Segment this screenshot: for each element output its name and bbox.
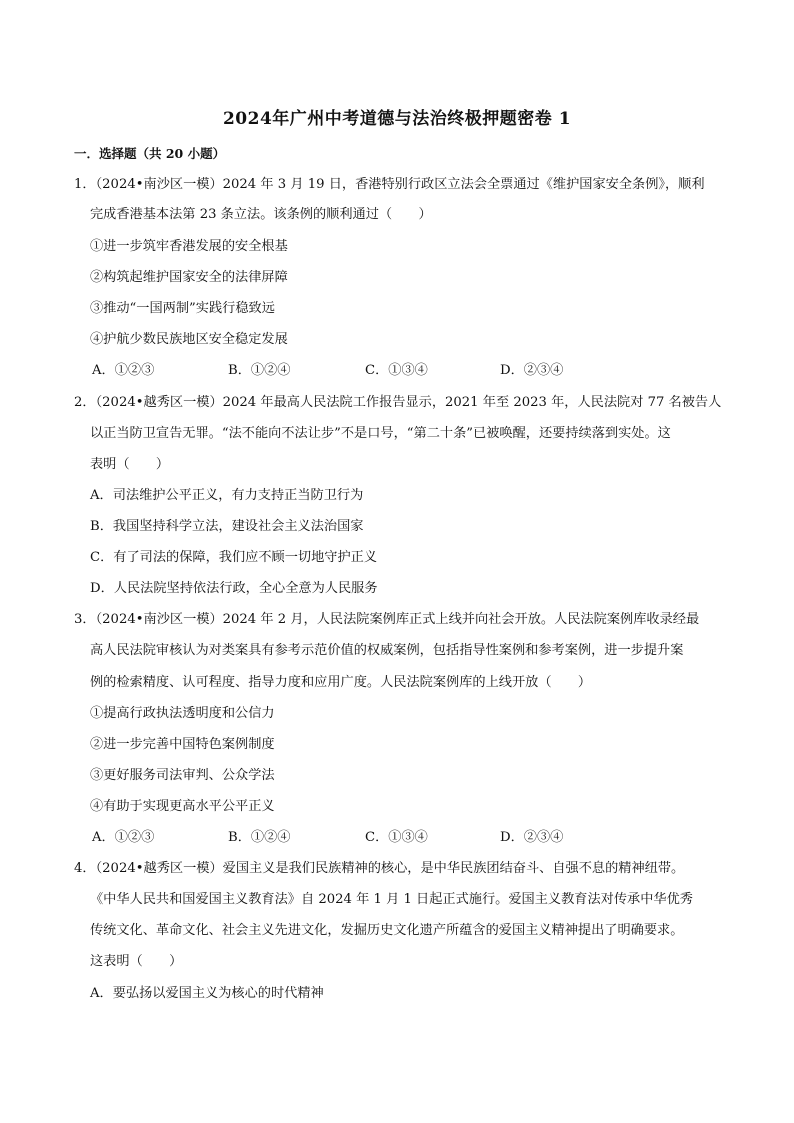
question-1-line-2: 完成香港基本法第 23 条立法。该条例的顺利通过（ ） — [90, 207, 432, 222]
question-3-option-b: B．①②④ — [228, 830, 291, 845]
question-3-line-1: 3．（2024•南沙区一模）2024 年 2 月，人民法院案例库正式上线并向社会开放。人民法院案例库收录经最 — [74, 612, 700, 627]
question-1-statement-4: ④护航少数民族地区安全稳定发展 — [90, 332, 288, 347]
question-3-option-a: A．①②③ — [92, 830, 155, 845]
question-2-line-1: 2．（2024•越秀区一模）2024 年最高人民法院工作报告显示，2021 年至 2023 年，人民法院对 77 名被告人 — [74, 395, 722, 410]
question-1-statement-3: ③推动“一国两制”实践行稳致远 — [90, 301, 275, 316]
question-4-choice-a: A．要弘扬以爱国主义为核心的时代精神 — [90, 986, 324, 1001]
question-3-line-3: 例的检索精度、认可程度、指导力度和应用广度。人民法院案例库的上线开放（ ） — [90, 675, 592, 690]
question-3-statement-3: ③更好服务司法审判、公众学法 — [90, 768, 275, 783]
question-2-line-2: 以正当防卫宣告无罪。“法不能向不法让步”不是口号，“第二十条”已被唤醒，还要持续落到实处。这 — [90, 426, 671, 441]
question-3-statement-1: ①提高行政执法透明度和公信力 — [90, 706, 275, 721]
question-1-option-c: C．①③④ — [365, 363, 428, 378]
question-4-line-1: 4．（2024•越秀区一模）爱国主义是我们民族精神的核心，是中华民族团结奋斗、自强不息的精神纽带。 — [74, 861, 685, 876]
question-1-line-1: 1．（2024•南沙区一模）2024 年 3 月 19 日，香港特别行政区立法会全票通过《维护国家安全条例》，顺利 — [74, 177, 705, 192]
question-2-choice-c: C．有了司法的保障，我们应不顾一切地守护正义 — [90, 550, 378, 565]
question-2-choice-d: D．人民法院坚持依法行政，全心全意为人民服务 — [90, 581, 378, 596]
question-4-line-3: 传统文化、革命文化、社会主义先进文化，发掘历史文化遗产所蕴含的爱国主义精神提出了明确要求。 — [90, 923, 684, 938]
question-3-statement-4: ④有助于实现更高水平公平正义 — [90, 799, 275, 814]
question-3-line-2: 高人民法院审核认为对类案具有参考示范价值的权威案例，包括指导性案例和参考案例，进一步提升案 — [90, 643, 684, 658]
question-2-choice-a: A．司法维护公平正义，有力支持正当防卫行为 — [90, 488, 364, 503]
document-title: 2024年广州中考道德与法治终极押题密卷 1 — [222, 109, 572, 129]
question-1-option-d: D．②③④ — [500, 363, 564, 378]
question-2-line-3: 表明（ ） — [90, 457, 170, 472]
question-2-choice-b: B．我国坚持科学立法，建设社会主义法治国家 — [90, 519, 364, 534]
question-1-statement-2: ②构筑起维护国家安全的法律屏障 — [90, 270, 288, 285]
question-4-line-4: 这表明（ ） — [90, 954, 183, 969]
question-3-statement-2: ②进一步完善中国特色案例制度 — [90, 737, 275, 752]
question-4-line-2: 《中华人民共和国爱国主义教育法》自 2024 年 1 月 1 日起正式施行。爱国主义教育法对传承中华优秀 — [90, 892, 693, 907]
question-1-statement-1: ①进一步筑牢香港发展的安全根基 — [90, 239, 288, 254]
question-1-option-b: B．①②④ — [228, 363, 291, 378]
question-3-option-c: C．①③④ — [365, 830, 428, 845]
question-3-option-d: D．②③④ — [500, 830, 564, 845]
question-1-option-a: A．①②③ — [92, 363, 155, 378]
section-heading: 一．选择题（共 20 小题） — [74, 146, 226, 161]
